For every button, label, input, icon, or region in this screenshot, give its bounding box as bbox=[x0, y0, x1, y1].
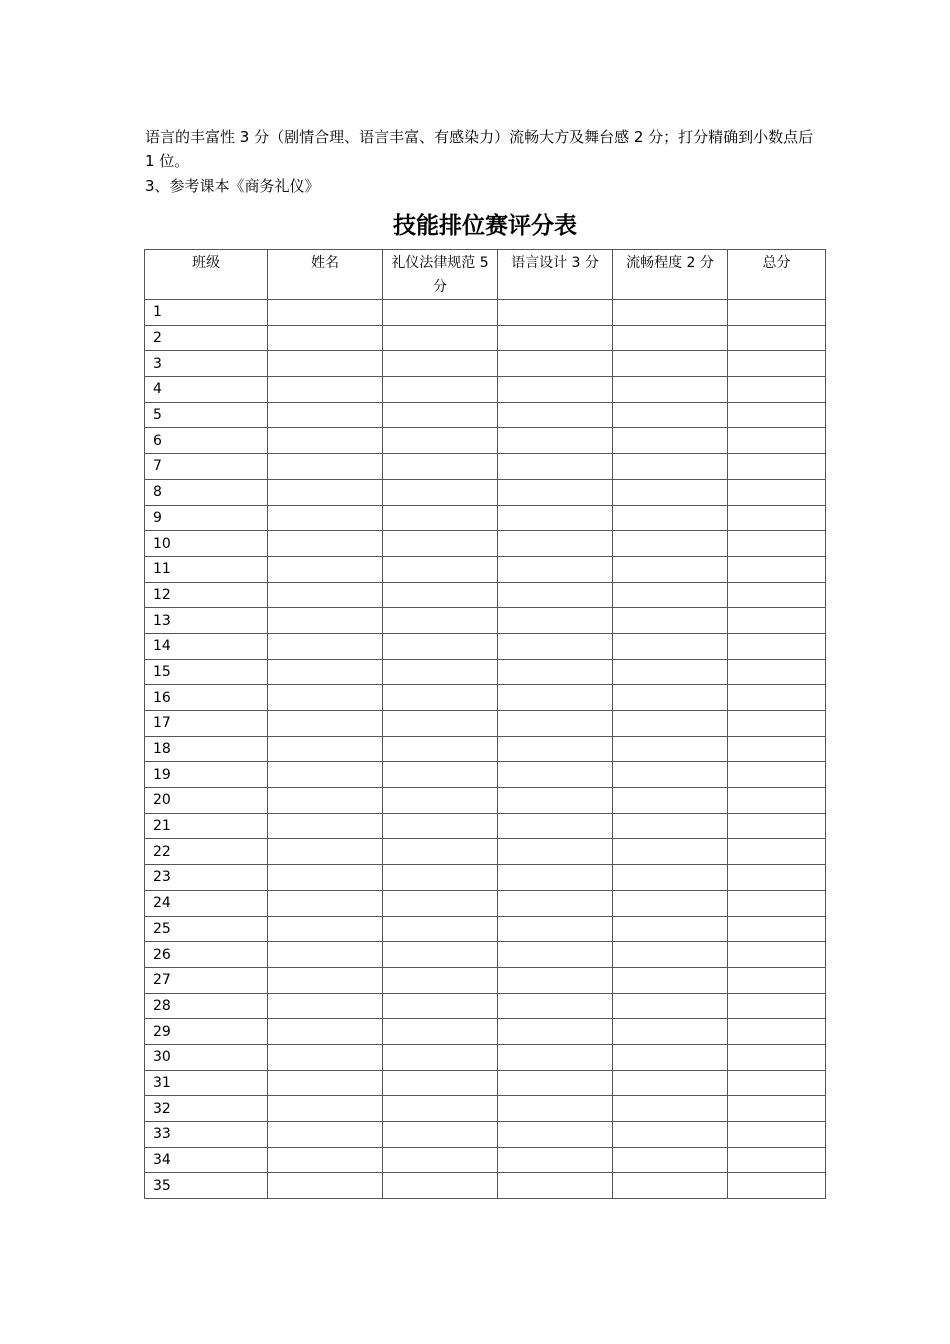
total-cell[interactable] bbox=[728, 967, 826, 993]
header-language-score: 语言设计 3 分 bbox=[498, 250, 613, 300]
fluency-score-cell[interactable] bbox=[613, 325, 728, 351]
etiquette-score-cell[interactable] bbox=[383, 890, 498, 916]
name-cell[interactable] bbox=[268, 865, 383, 891]
fluency-score-cell[interactable] bbox=[613, 839, 728, 865]
table-row bbox=[145, 377, 826, 403]
total-cell[interactable] bbox=[728, 839, 826, 865]
table-row bbox=[145, 608, 826, 634]
fluency-score-cell[interactable] bbox=[613, 1122, 728, 1148]
language-score-cell[interactable] bbox=[498, 1147, 613, 1173]
name-cell[interactable] bbox=[268, 1019, 383, 1045]
name-cell[interactable] bbox=[268, 300, 383, 326]
table-row bbox=[145, 1044, 826, 1070]
class-cell: 5 bbox=[145, 402, 268, 428]
total-cell[interactable] bbox=[728, 1070, 826, 1096]
language-score-cell[interactable] bbox=[498, 1096, 613, 1122]
name-cell[interactable] bbox=[268, 967, 383, 993]
fluency-score-cell[interactable] bbox=[613, 993, 728, 1019]
header-class: 班级 bbox=[145, 250, 268, 300]
total-cell[interactable] bbox=[728, 582, 826, 608]
name-cell[interactable] bbox=[268, 993, 383, 1019]
table-row bbox=[145, 325, 826, 351]
name-cell[interactable] bbox=[268, 608, 383, 634]
total-cell[interactable] bbox=[728, 813, 826, 839]
language-score-cell[interactable] bbox=[498, 1173, 613, 1199]
language-score-cell[interactable] bbox=[498, 916, 613, 942]
class-cell: 28 bbox=[145, 993, 268, 1019]
table-row bbox=[145, 659, 826, 685]
fluency-score-cell[interactable] bbox=[613, 736, 728, 762]
total-cell[interactable] bbox=[728, 890, 826, 916]
total-cell[interactable] bbox=[728, 351, 826, 377]
name-cell[interactable] bbox=[268, 556, 383, 582]
class-cell: 19 bbox=[145, 762, 268, 788]
language-score-cell[interactable] bbox=[498, 531, 613, 557]
name-cell[interactable] bbox=[268, 325, 383, 351]
fluency-score-cell[interactable] bbox=[613, 633, 728, 659]
fluency-score-cell[interactable] bbox=[613, 505, 728, 531]
language-score-cell[interactable] bbox=[498, 685, 613, 711]
table-row bbox=[145, 813, 826, 839]
name-cell[interactable] bbox=[268, 942, 383, 968]
name-cell[interactable] bbox=[268, 762, 383, 788]
table-row bbox=[145, 762, 826, 788]
total-cell[interactable] bbox=[728, 1173, 826, 1199]
fluency-score-cell[interactable] bbox=[613, 762, 728, 788]
fluency-score-cell[interactable] bbox=[613, 1070, 728, 1096]
fluency-score-cell[interactable] bbox=[613, 1173, 728, 1199]
class-cell: 7 bbox=[145, 454, 268, 480]
table-row bbox=[145, 402, 826, 428]
class-cell: 29 bbox=[145, 1019, 268, 1045]
language-score-cell[interactable] bbox=[498, 1044, 613, 1070]
class-cell: 3 bbox=[145, 351, 268, 377]
class-cell: 15 bbox=[145, 659, 268, 685]
language-score-cell[interactable] bbox=[498, 1019, 613, 1045]
class-cell: 11 bbox=[145, 556, 268, 582]
language-score-cell[interactable] bbox=[498, 967, 613, 993]
table-row bbox=[145, 685, 826, 711]
etiquette-score-cell[interactable] bbox=[383, 685, 498, 711]
total-cell[interactable] bbox=[728, 1044, 826, 1070]
name-cell[interactable] bbox=[268, 428, 383, 454]
language-score-cell[interactable] bbox=[498, 351, 613, 377]
etiquette-score-cell[interactable] bbox=[383, 351, 498, 377]
total-cell[interactable] bbox=[728, 454, 826, 480]
name-cell[interactable] bbox=[268, 736, 383, 762]
class-cell: 17 bbox=[145, 711, 268, 737]
fluency-score-cell[interactable] bbox=[613, 1019, 728, 1045]
class-cell: 1 bbox=[145, 300, 268, 326]
etiquette-score-cell[interactable] bbox=[383, 1019, 498, 1045]
name-cell[interactable] bbox=[268, 839, 383, 865]
fluency-score-cell[interactable] bbox=[613, 711, 728, 737]
class-cell: 20 bbox=[145, 788, 268, 814]
reference-paragraph: 3、参考课本《商务礼仪》 bbox=[145, 177, 320, 195]
total-cell[interactable] bbox=[728, 325, 826, 351]
name-cell[interactable] bbox=[268, 1173, 383, 1199]
language-score-cell[interactable] bbox=[498, 582, 613, 608]
table-row bbox=[145, 1122, 826, 1148]
class-cell: 25 bbox=[145, 916, 268, 942]
table-row bbox=[145, 505, 826, 531]
total-cell[interactable] bbox=[728, 377, 826, 403]
language-score-cell[interactable] bbox=[498, 300, 613, 326]
fluency-score-cell[interactable] bbox=[613, 556, 728, 582]
total-cell[interactable] bbox=[728, 1147, 826, 1173]
name-cell[interactable] bbox=[268, 377, 383, 403]
language-score-cell[interactable] bbox=[498, 890, 613, 916]
name-cell[interactable] bbox=[268, 351, 383, 377]
name-cell[interactable] bbox=[268, 633, 383, 659]
etiquette-score-cell[interactable] bbox=[383, 967, 498, 993]
total-cell[interactable] bbox=[728, 1096, 826, 1122]
fluency-score-cell[interactable] bbox=[613, 1147, 728, 1173]
table-row bbox=[145, 1019, 826, 1045]
fluency-score-cell[interactable] bbox=[613, 300, 728, 326]
fluency-score-cell[interactable] bbox=[613, 531, 728, 557]
class-cell: 8 bbox=[145, 479, 268, 505]
total-cell[interactable] bbox=[728, 788, 826, 814]
table-row bbox=[145, 967, 826, 993]
table-row bbox=[145, 865, 826, 891]
etiquette-score-cell[interactable] bbox=[383, 428, 498, 454]
etiquette-score-cell[interactable] bbox=[383, 633, 498, 659]
table-row bbox=[145, 711, 826, 737]
fluency-score-cell[interactable] bbox=[613, 582, 728, 608]
fluency-score-cell[interactable] bbox=[613, 454, 728, 480]
class-cell: 16 bbox=[145, 685, 268, 711]
language-score-cell[interactable] bbox=[498, 813, 613, 839]
fluency-score-cell[interactable] bbox=[613, 428, 728, 454]
table-row bbox=[145, 428, 826, 454]
page-title: 技能排位赛评分表 bbox=[393, 213, 577, 239]
etiquette-score-cell[interactable] bbox=[383, 556, 498, 582]
total-cell[interactable] bbox=[728, 402, 826, 428]
name-cell[interactable] bbox=[268, 685, 383, 711]
class-cell: 26 bbox=[145, 942, 268, 968]
total-cell[interactable] bbox=[728, 556, 826, 582]
etiquette-score-cell[interactable] bbox=[383, 813, 498, 839]
table-row bbox=[145, 351, 826, 377]
language-score-cell[interactable] bbox=[498, 839, 613, 865]
etiquette-score-cell[interactable] bbox=[383, 659, 498, 685]
name-cell[interactable] bbox=[268, 659, 383, 685]
total-cell[interactable] bbox=[728, 762, 826, 788]
header-name: 姓名 bbox=[268, 250, 383, 300]
total-cell[interactable] bbox=[728, 736, 826, 762]
name-cell[interactable] bbox=[268, 531, 383, 557]
etiquette-score-cell[interactable] bbox=[383, 993, 498, 1019]
language-score-cell[interactable] bbox=[498, 762, 613, 788]
language-score-cell[interactable] bbox=[498, 865, 613, 891]
language-score-cell[interactable] bbox=[498, 633, 613, 659]
etiquette-score-cell[interactable] bbox=[383, 402, 498, 428]
name-cell[interactable] bbox=[268, 711, 383, 737]
language-score-cell[interactable] bbox=[498, 454, 613, 480]
fluency-score-cell[interactable] bbox=[613, 479, 728, 505]
name-cell[interactable] bbox=[268, 402, 383, 428]
class-cell: 27 bbox=[145, 967, 268, 993]
name-cell[interactable] bbox=[268, 505, 383, 531]
fluency-score-cell[interactable] bbox=[613, 608, 728, 634]
language-score-cell[interactable] bbox=[498, 556, 613, 582]
class-cell: 2 bbox=[145, 325, 268, 351]
fluency-score-cell[interactable] bbox=[613, 890, 728, 916]
table-row bbox=[145, 454, 826, 480]
etiquette-score-cell[interactable] bbox=[383, 1044, 498, 1070]
name-cell[interactable] bbox=[268, 1096, 383, 1122]
table-row bbox=[145, 1070, 826, 1096]
class-cell: 14 bbox=[145, 633, 268, 659]
class-cell: 9 bbox=[145, 505, 268, 531]
fluency-score-cell[interactable] bbox=[613, 865, 728, 891]
score-table bbox=[144, 249, 826, 1199]
table-row bbox=[145, 839, 826, 865]
table-row bbox=[145, 531, 826, 557]
fluency-score-cell[interactable] bbox=[613, 916, 728, 942]
total-cell[interactable] bbox=[728, 428, 826, 454]
table-row bbox=[145, 890, 826, 916]
language-score-cell[interactable] bbox=[498, 479, 613, 505]
name-cell[interactable] bbox=[268, 788, 383, 814]
language-score-cell[interactable] bbox=[498, 428, 613, 454]
name-cell[interactable] bbox=[268, 1044, 383, 1070]
fluency-score-cell[interactable] bbox=[613, 377, 728, 403]
fluency-score-cell[interactable] bbox=[613, 402, 728, 428]
total-cell[interactable] bbox=[728, 505, 826, 531]
table-row bbox=[145, 942, 826, 968]
etiquette-score-cell[interactable] bbox=[383, 300, 498, 326]
etiquette-score-cell[interactable] bbox=[383, 942, 498, 968]
total-cell[interactable] bbox=[728, 608, 826, 634]
etiquette-score-cell[interactable] bbox=[383, 1122, 498, 1148]
class-cell: 10 bbox=[145, 531, 268, 557]
total-cell[interactable] bbox=[728, 659, 826, 685]
class-cell: 12 bbox=[145, 582, 268, 608]
table-row bbox=[145, 736, 826, 762]
table-row bbox=[145, 633, 826, 659]
etiquette-score-cell[interactable] bbox=[383, 505, 498, 531]
fluency-score-cell[interactable] bbox=[613, 659, 728, 685]
language-score-cell[interactable] bbox=[498, 377, 613, 403]
header-total: 总分 bbox=[728, 250, 826, 300]
class-cell: 32 bbox=[145, 1096, 268, 1122]
name-cell[interactable] bbox=[268, 1122, 383, 1148]
etiquette-score-cell[interactable] bbox=[383, 865, 498, 891]
etiquette-score-cell[interactable] bbox=[383, 377, 498, 403]
name-cell[interactable] bbox=[268, 1147, 383, 1173]
class-cell: 24 bbox=[145, 890, 268, 916]
table-row bbox=[145, 916, 826, 942]
etiquette-score-cell[interactable] bbox=[383, 711, 498, 737]
total-cell[interactable] bbox=[728, 993, 826, 1019]
total-cell[interactable] bbox=[728, 1122, 826, 1148]
etiquette-score-cell[interactable] bbox=[383, 582, 498, 608]
header-fluency-score: 流畅程度 2 分 bbox=[613, 250, 728, 300]
language-score-cell[interactable] bbox=[498, 1122, 613, 1148]
etiquette-score-cell[interactable] bbox=[383, 454, 498, 480]
table-header-row bbox=[145, 250, 826, 300]
total-cell[interactable] bbox=[728, 1019, 826, 1045]
fluency-score-cell[interactable] bbox=[613, 942, 728, 968]
name-cell[interactable] bbox=[268, 1070, 383, 1096]
class-cell: 34 bbox=[145, 1147, 268, 1173]
etiquette-score-cell[interactable] bbox=[383, 479, 498, 505]
table-row bbox=[145, 479, 826, 505]
etiquette-score-cell[interactable] bbox=[383, 531, 498, 557]
etiquette-score-cell[interactable] bbox=[383, 1070, 498, 1096]
table-row bbox=[145, 993, 826, 1019]
name-cell[interactable] bbox=[268, 454, 383, 480]
fluency-score-cell[interactable] bbox=[613, 788, 728, 814]
language-score-cell[interactable] bbox=[498, 402, 613, 428]
name-cell[interactable] bbox=[268, 916, 383, 942]
class-cell: 21 bbox=[145, 813, 268, 839]
language-score-cell[interactable] bbox=[498, 608, 613, 634]
table-row bbox=[145, 582, 826, 608]
fluency-score-cell[interactable] bbox=[613, 967, 728, 993]
fluency-score-cell[interactable] bbox=[613, 1096, 728, 1122]
class-cell: 18 bbox=[145, 736, 268, 762]
language-score-cell[interactable] bbox=[498, 736, 613, 762]
table-row bbox=[145, 300, 826, 326]
table-row bbox=[145, 1096, 826, 1122]
class-cell: 13 bbox=[145, 608, 268, 634]
etiquette-score-cell[interactable] bbox=[383, 762, 498, 788]
etiquette-score-cell[interactable] bbox=[383, 1173, 498, 1199]
language-score-cell[interactable] bbox=[498, 325, 613, 351]
class-cell: 35 bbox=[145, 1173, 268, 1199]
total-cell[interactable] bbox=[728, 479, 826, 505]
fluency-score-cell[interactable] bbox=[613, 351, 728, 377]
class-cell: 4 bbox=[145, 377, 268, 403]
fluency-score-cell[interactable] bbox=[613, 1044, 728, 1070]
name-cell[interactable] bbox=[268, 479, 383, 505]
language-score-cell[interactable] bbox=[498, 1070, 613, 1096]
name-cell[interactable] bbox=[268, 582, 383, 608]
etiquette-score-cell[interactable] bbox=[383, 916, 498, 942]
class-cell: 30 bbox=[145, 1044, 268, 1070]
fluency-score-cell[interactable] bbox=[613, 685, 728, 711]
language-score-cell[interactable] bbox=[498, 659, 613, 685]
language-score-cell[interactable] bbox=[498, 788, 613, 814]
class-cell: 31 bbox=[145, 1070, 268, 1096]
name-cell[interactable] bbox=[268, 813, 383, 839]
table-row bbox=[145, 788, 826, 814]
total-cell[interactable] bbox=[728, 916, 826, 942]
etiquette-score-cell[interactable] bbox=[383, 839, 498, 865]
etiquette-score-cell[interactable] bbox=[383, 608, 498, 634]
rule-paragraph: 语言的丰富性 3 分（剧情合理、语言丰富、有感染力）流畅大方及舞台感 2 分；打分精确到小数点后 1 位。 bbox=[145, 128, 814, 170]
etiquette-score-cell[interactable] bbox=[383, 1147, 498, 1173]
etiquette-score-cell[interactable] bbox=[383, 788, 498, 814]
header-etiquette-score: 礼仪法律规范 5 分 bbox=[383, 250, 498, 300]
language-score-cell[interactable] bbox=[498, 505, 613, 531]
language-score-cell[interactable] bbox=[498, 942, 613, 968]
etiquette-score-cell[interactable] bbox=[383, 325, 498, 351]
class-cell: 22 bbox=[145, 839, 268, 865]
table-row bbox=[145, 1147, 826, 1173]
class-cell: 23 bbox=[145, 865, 268, 891]
language-score-cell[interactable] bbox=[498, 711, 613, 737]
total-cell[interactable] bbox=[728, 942, 826, 968]
total-cell[interactable] bbox=[728, 865, 826, 891]
total-cell[interactable] bbox=[728, 711, 826, 737]
language-score-cell[interactable] bbox=[498, 993, 613, 1019]
class-cell: 6 bbox=[145, 428, 268, 454]
total-cell[interactable] bbox=[728, 300, 826, 326]
fluency-score-cell[interactable] bbox=[613, 813, 728, 839]
total-cell[interactable] bbox=[728, 633, 826, 659]
etiquette-score-cell[interactable] bbox=[383, 736, 498, 762]
table-row bbox=[145, 556, 826, 582]
name-cell[interactable] bbox=[268, 890, 383, 916]
total-cell[interactable] bbox=[728, 685, 826, 711]
total-cell[interactable] bbox=[728, 531, 826, 557]
table-row bbox=[145, 1173, 826, 1199]
etiquette-score-cell[interactable] bbox=[383, 1096, 498, 1122]
class-cell: 33 bbox=[145, 1122, 268, 1148]
